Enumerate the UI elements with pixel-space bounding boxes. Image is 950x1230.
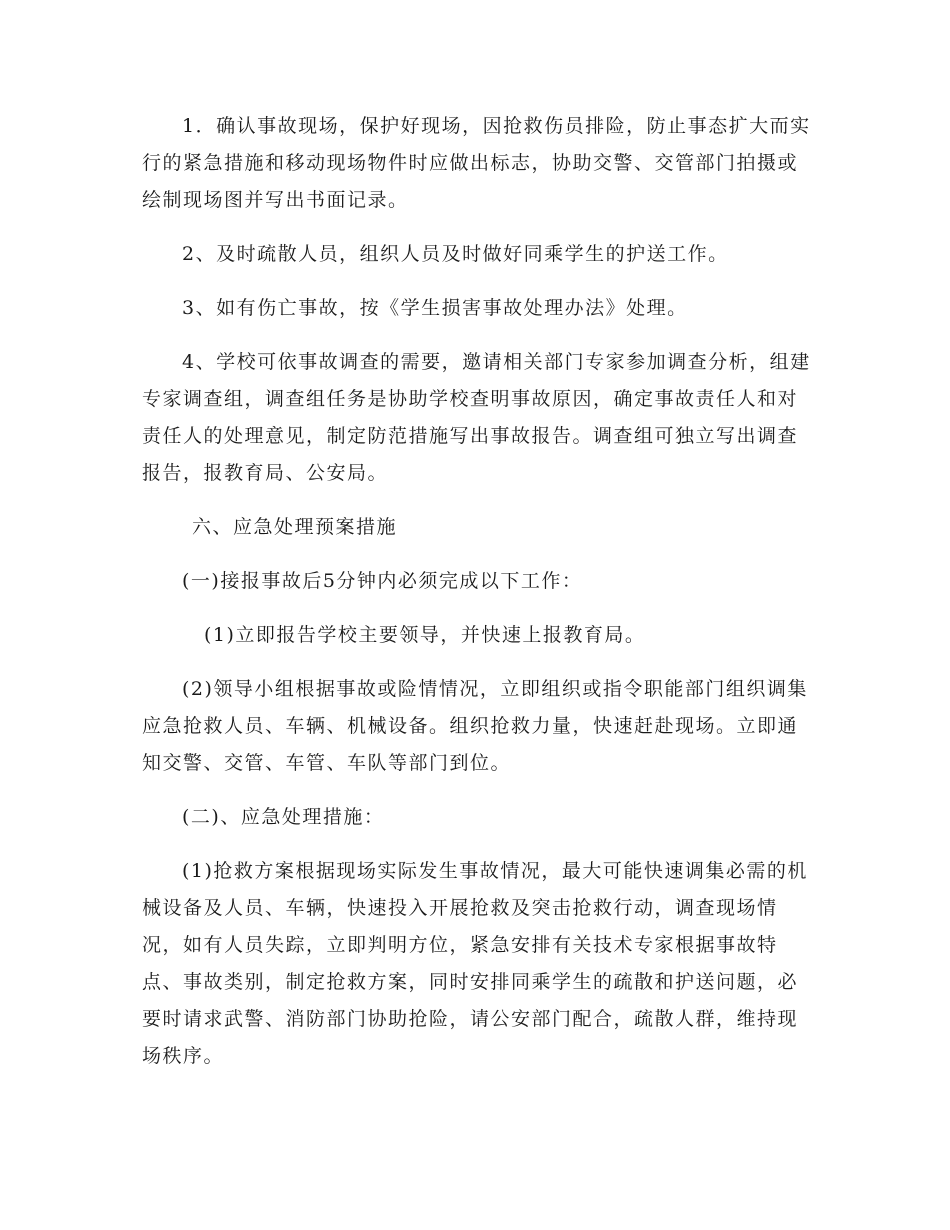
section-heading-emergency-plan: 六、应急处理预案措施 bbox=[192, 516, 398, 538]
paragraph-leadership-group: (2)领导小组根据事故或险情情况，立即组织或指令职能部门组织调集应急抢救人员、车辆、机械设备。组织抢救力量，快速赶赴现场。立即通知交警、交管、车管、车队等部门到位。 bbox=[142, 678, 808, 774]
paragraph-investigation: 4、学校可依事故调查的需要，邀请相关部门专家参加调查分析，组建专家调查组，调查组任务是协助学校查明事故原因，确定事故责任人和对责任人的处理意见，制定防范措施写出事故报告。调查组可独立写出调查报告，报教育局、公安局。 bbox=[142, 351, 811, 484]
document-body bbox=[142, 108, 812, 1075]
paragraph-casualty-handling: 3、如有伤亡事故，按《学生损害事故处理办法》处理。 bbox=[182, 297, 688, 319]
paragraph-accident-scene: 1．确认事故现场，保护好现场，因抢救伤员排险，防止事态扩大而实行的紧急措施和移动现场物件时应做出标志，协助交警、交管部门拍摄或绘制现场图并写出书面记录。 bbox=[142, 115, 811, 211]
paragraph-report-leaders: (1)立即报告学校主要领导，并快速上报教育局。 bbox=[204, 624, 646, 646]
paragraph-rescue-plan: (1)抢救方案根据现场实际发生事故情况，最大可能快速调集必需的机械设备及人员、车辆，快速投入开展抢救及突击抢救行动，调查现场情况，如有人员失踪，立即判明方位，紧急安排有关技术专家根据事故特点、事故类别，制定抢救方案，同时安排同乘学生的疏散和护送问题，必要时请求武警、消防部门协助抢险，请公安部门配合，疏散人群，维持现场秩序。 bbox=[142, 860, 808, 1067]
subsection-heading-emergency-measures: (二)、应急处理措施： bbox=[182, 806, 385, 828]
paragraph-evacuation: 2、及时疏散人员，组织人员及时做好同乘学生的护送工作。 bbox=[182, 243, 729, 265]
subsection-heading-first-5-minutes: (一)接报事故后5分钟内必须完成以下工作： bbox=[182, 570, 583, 592]
